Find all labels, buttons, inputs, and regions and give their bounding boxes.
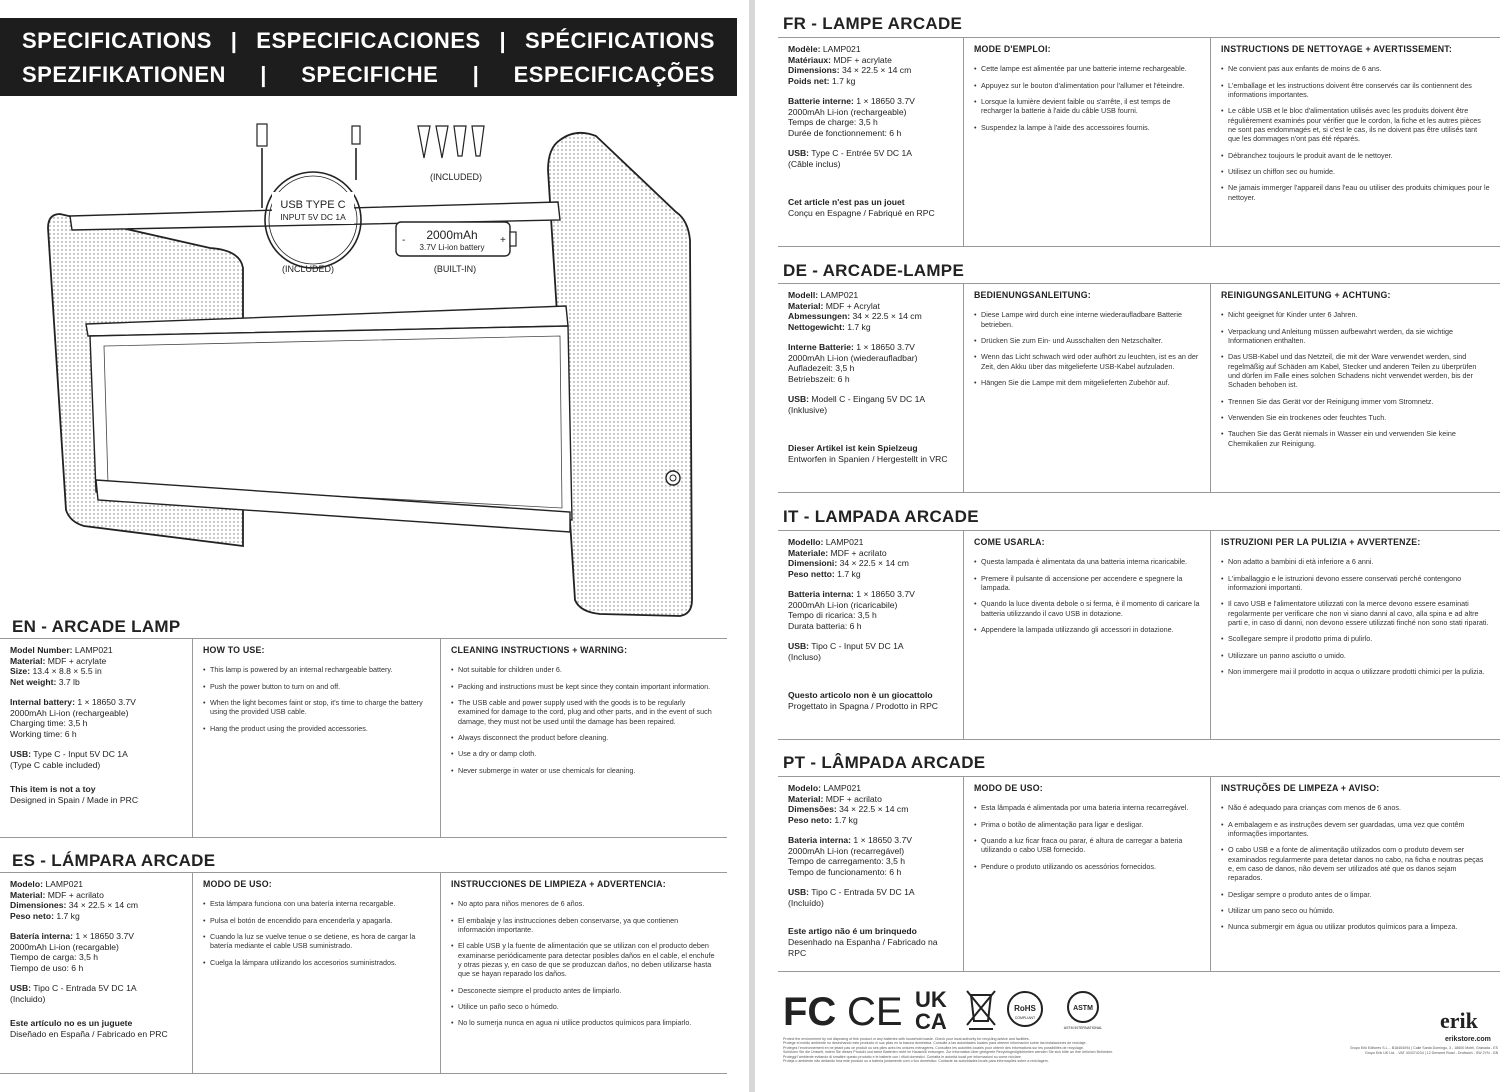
- cleaning-item: • No lo sumerja nunca en agua ni utilice productos químicos para limpiarlo.: [451, 1018, 717, 1027]
- section-en-grid: [0, 638, 727, 838]
- cleaning-item: • Non immergere mai il prodotto in acqua o utilizzare prodotti chimici per la pulizia.: [1221, 667, 1490, 676]
- howto-title: HOW TO USE:: [203, 645, 265, 655]
- banner-word: SPECIFICHE: [301, 62, 439, 87]
- cleaning-item: • Débranchez toujours le produit avant de le nettoyer.: [1221, 151, 1490, 160]
- cleaning-item: • Not suitable for children under 6.: [451, 665, 717, 674]
- battery-line: 2000mAh Li-ion (recarregável): [788, 845, 905, 856]
- usb-line: USB: Modell C - Eingang 5V DC 1A: [788, 393, 926, 404]
- screws-icon: [418, 126, 484, 158]
- spec-line: Peso netto: 1.7 kg: [788, 569, 861, 580]
- battery-line: Betriebszeit: 6 h: [788, 374, 850, 385]
- battery-line: Tempo de carregamento: 3,5 h: [788, 856, 906, 867]
- section-title: DE - ARCADE-LAMPE: [783, 261, 965, 280]
- battery-line: 2000mAh Li-ion (rechargeable): [10, 707, 129, 718]
- battery-line: Batterie interne: 1 × 18650 3.7V: [788, 95, 915, 106]
- howto-title: COME USARLA:: [974, 537, 1045, 547]
- spec-line: Dimensiones: 34 × 22.5 × 14 cm: [10, 900, 139, 911]
- cleaning-item: • No apto para niños menores de 6 años.: [451, 899, 717, 908]
- spec-line: Dimensões: 34 × 22.5 × 14 cm: [788, 804, 909, 815]
- rohs-sublabel: COMPLIANT: [1014, 1016, 1036, 1020]
- specs-column: [0, 873, 193, 1073]
- cleaning-item: • Ne jamais immerger l'appareil dans l'eau ou utiliser des produits chimiques pour le nettoyer.: [1221, 183, 1490, 202]
- howto-item: • Wenn das Licht schwach wird oder aufhört zu leuchten, ist es an der Zeit, den Akku über das mitgelieferte USB-Kabel aufzuladen.: [974, 352, 1200, 371]
- cleaning-item: • Nicht geeignet für Kinder unter 6 Jahren.: [1221, 310, 1490, 319]
- spec-line: Modello: LAMP021: [788, 537, 864, 547]
- usb-line: (Incluso): [788, 651, 821, 662]
- cleaning-item: • Utilizar um pano seco ou húmido.: [1221, 906, 1490, 915]
- battery-plus: +: [500, 235, 506, 246]
- cleaning-item: • Trennen Sie das Gerät vor der Reinigung immer vom Stromnetz.: [1221, 397, 1490, 406]
- banner-word: ESPECIFICACIONES: [256, 28, 481, 53]
- cleaning-title: ISTRUZIONI PER LA PULIZIA + AVVERTENZE:: [1221, 537, 1421, 547]
- cleaning-item: • Desconecte siempre el producto antes de limpiarlo.: [451, 986, 717, 995]
- specs-column: [0, 639, 193, 837]
- section-title: PT - LÂMPADA ARCADE: [783, 753, 986, 772]
- cleaning-column: [1211, 284, 1500, 492]
- section-de: [783, 261, 964, 281]
- cleaning-title: INSTRUCTIONS DE NETTOYAGE + AVERTISSEMENT:: [1221, 44, 1453, 54]
- section-es: [12, 851, 215, 871]
- howto-item: • Premere il pulsante di accensione per accendere e spegnere la lampada.: [974, 574, 1200, 593]
- ukca-logo-icon: UK: [915, 987, 947, 1012]
- battery-line: Working time: 6 h: [10, 729, 77, 740]
- spec-line: Peso neto: 1.7 kg: [10, 911, 80, 922]
- battery-line: 2000mAh Li-ion (rechargeable): [788, 106, 907, 117]
- howto-item: • Drücken Sie zum Ein- und Ausschalten den Netzschalter.: [974, 336, 1200, 345]
- banner-divider: |: [472, 62, 480, 87]
- howto-column: [964, 284, 1211, 492]
- spec-line: Modèle: LAMP021: [788, 44, 861, 54]
- origin-line: Conçu en Espagne / Fabriqué en RPC: [788, 208, 935, 219]
- section-pt-grid: [778, 776, 1500, 972]
- cleaning-item: • Il cavo USB e l'alimentatore utilizzati con la merce devono essere esaminati regolarmente per verificare che non vi siano danni al cavo, alla spina e ad altre parti e, in caso di danni, non devono essere utilizzati finché non sono stati riparati.: [1221, 599, 1490, 627]
- toy-warning: This item is not a toy: [10, 784, 96, 795]
- howto-item: • Questa lampada è alimentata da una batteria interna ricaricabile.: [974, 557, 1200, 566]
- cleaning-item: • Ne convient pas aux enfants de moins de 6 ans.: [1221, 64, 1490, 73]
- fine-print-line: Proteggi l'ambiente evitando di smaltire questo prodotto e le batterie con i rifiuti domestici. Contatta le autorità locali per informazioni su come riciclare.: [783, 1054, 1022, 1059]
- cleaning-item: • Não é adequado para crianças com menos de 6 anos.: [1221, 803, 1490, 812]
- battery-line: Bateria interna: 1 × 18650 3.7V: [788, 834, 912, 845]
- spec-line: Nettogewicht: 1.7 kg: [788, 322, 871, 333]
- banner-word: SPÉCIFICATIONS: [525, 28, 715, 53]
- cleaning-item: • A embalagem e as instruções devem ser guardadas, uma vez que contêm informações importantes.: [1221, 820, 1490, 839]
- howto-item: • Prima o botão de alimentação para ligar e desligar.: [974, 820, 1200, 829]
- specs-column: [778, 38, 964, 246]
- cleaning-item: • Use a dry or damp cloth.: [451, 749, 717, 758]
- usb-line: (Incluido): [10, 993, 46, 1004]
- howto-item: • Hängen Sie die Lampe mit dem mitgelieferten Zubehör auf.: [974, 378, 1200, 387]
- howto-column: [964, 777, 1211, 971]
- howto-column: [964, 38, 1211, 246]
- section-es-grid: [0, 872, 727, 1074]
- cleaning-column: [1211, 531, 1500, 739]
- spec-line: Modelo: LAMP021: [788, 783, 862, 793]
- brand-url: erikstore.com: [1445, 1036, 1491, 1043]
- howto-item: • This lamp is powered by an internal rechargeable battery.: [203, 665, 430, 674]
- cleaning-item: • Verpackung und Anleitung müssen aufbewahrt werden, da sie wichtige Informationen enthalten.: [1221, 327, 1490, 346]
- usb-label-1: USB TYPE C: [280, 199, 346, 211]
- battery-line: Batteria interna: 1 × 18650 3.7V: [788, 588, 915, 599]
- howto-item: • Appendere la lampada utilizzando gli accessori in dotazione.: [974, 625, 1200, 634]
- specs-column: [778, 531, 964, 739]
- usb-included-label: (INCLUDED): [281, 264, 335, 274]
- banner-divider: |: [260, 62, 267, 87]
- section-pt: [783, 753, 985, 773]
- section-it-grid: [778, 530, 1500, 740]
- fine-print-line: Proteja o ambiente não deitando fora este produto ou a bateria juntamente com o lixo doméstico. Contacte as autoridades locais para informações sobre a reciclagem.: [783, 1059, 1049, 1064]
- section-title: EN - ARCADE LAMP: [12, 617, 181, 636]
- fine-print-line: Protégez l'environnement en ne jetant pas ce produit ou ses piles avec les ordures ménagères. Consultez les autorités locales pour obtenir des informations sur les possibilités de recyclage.: [783, 1045, 1084, 1050]
- battery-line: Durata batteria: 6 h: [788, 621, 862, 632]
- spec-line: Modell: LAMP021: [788, 290, 859, 300]
- usb-line: USB: Type C - Input 5V DC 1A: [10, 748, 128, 759]
- usb-line: (Inklusive): [788, 404, 828, 415]
- howto-title: MODO DE USO:: [974, 783, 1043, 793]
- fcc-logo-icon: FC: [783, 990, 837, 1034]
- battery-line: Tiempo de uso: 6 h: [10, 963, 84, 974]
- howto-column: [193, 639, 441, 837]
- spec-line: Material: MDF + Acrylat: [788, 300, 880, 311]
- battery-type: 3.7V Li-ion battery: [419, 243, 485, 252]
- astm-sublabel: ASTM INTERNATIONAL: [1063, 1026, 1103, 1030]
- battery-line: Charging time: 3,5 h: [10, 718, 88, 729]
- battery-line: Tempo de funcionamento: 6 h: [788, 867, 902, 878]
- toy-warning: Questo articolo non è un giocattolo: [788, 690, 933, 701]
- spec-line: Material: MDF + acrylate: [10, 655, 107, 666]
- cleaning-item: • Scollegare sempre il prodotto prima di pulirlo.: [1221, 634, 1490, 643]
- spec-line: Materiale: MDF + acrilato: [788, 547, 887, 558]
- cleaning-item: • Das USB-Kabel und das Netzteil, die mit der Ware verwendet werden, sind regelmäßig auf Schäden am Kabel, Stecker und anderen Teilen zu überprüfen und dürfen im Falle eines solchen Schadens nicht verwendet werden, bis der Schaden behoben ist.: [1221, 352, 1490, 389]
- battery-line: 2000mAh Li-ion (wiederaufladbar): [788, 352, 918, 363]
- spec-line: Net weight: 3.7 lb: [10, 677, 80, 688]
- origin-line: Desenhado na Espanha / Fabricado na RPC: [788, 937, 938, 958]
- battery-terminal: [510, 232, 516, 246]
- usb-line: USB: Type C - Entrée 5V DC 1A: [788, 147, 913, 158]
- cleaning-column: [1211, 38, 1500, 246]
- banner-row-2: [0, 62, 737, 88]
- banner-word: ESPECIFICAÇÕES: [513, 62, 715, 87]
- howto-item: • Hang the product using the provided accessories.: [203, 724, 430, 733]
- cleaning-item: • Always disconnect the product before cleaning.: [451, 733, 717, 742]
- section-fr-grid: [778, 37, 1500, 247]
- cleaning-item: • Tauchen Sie das Gerät niemals in Wasser ein und verwenden Sie keine Chemikalien zur Reinigung.: [1221, 429, 1490, 448]
- weee-bin-icon: [967, 991, 995, 1029]
- right-page: [755, 0, 1500, 1092]
- usb-line: (Type C cable included): [10, 759, 101, 770]
- rohs-label: RoHS: [1014, 1004, 1036, 1013]
- section-de-grid: [778, 283, 1500, 493]
- banner-word: SPEZIFIKATIONEN: [22, 62, 226, 87]
- usb-line: USB: Tipo C - Entrada 5V DC 1A: [788, 886, 915, 897]
- usb-line: USB: Tipo C - Input 5V DC 1A: [788, 640, 904, 651]
- cleaning-item: • Packing and instructions must be kept since they contain important information.: [451, 682, 717, 691]
- spec-line: Abmessungen: 34 × 22.5 × 14 cm: [788, 311, 922, 322]
- spec-line: Peso neto: 1.7 kg: [788, 815, 858, 826]
- cleaning-column: [1211, 777, 1500, 971]
- cleaning-item: • El cable USB y la fuente de alimentación que se utilizan con el producto deben examinarse periódicamente para detectar posibles daños en el cable, el enchufe y otras piezas y, en caso de que se produzcan daños, no deben utilizarse hasta que se hayan reparado los daños.: [451, 941, 717, 978]
- cleaning-item: • Le câble USB et le bloc d'alimentation utilisés avec les produits doivent être régulièrement examinés pour vérifier que le cordon, la fiche et les autres pièces ne sont pas endommagés et, si c'est le cas, ils ne doivent pas être utilisés tant que les dommages n'ont pas été réparés.: [1221, 106, 1490, 143]
- howto-title: BEDIENUNGSANLEITUNG:: [974, 290, 1091, 300]
- cleaning-item: • L'imballaggio e le istruzioni devono essere conservati perché contengono informazioni importanti.: [1221, 574, 1490, 593]
- toy-warning: Este artículo no es un juguete: [10, 1018, 133, 1029]
- cleaning-item: • The USB cable and power supply used with the goods is to be regularly examined for damage to the cord, plug and other parts, and in the event of such damage, they must not be used until the damage has been repaired.: [451, 698, 717, 726]
- left-page: [0, 0, 749, 1092]
- spec-line: Poids net: 1.7 kg: [788, 76, 856, 87]
- fine-print-line: Protect the environment by not disposing of this product or any batteries with household waste. Check your local authority for recycling advice and facilities.: [783, 1037, 1030, 1041]
- certification-logos: [783, 985, 1498, 1035]
- cleaning-item: • El embalaje y las instrucciones deben conservarse, ya que contienen información importante.: [451, 916, 717, 935]
- section-fr: [783, 14, 962, 34]
- howto-column: [964, 531, 1211, 739]
- battery-minus: -: [402, 235, 406, 246]
- astm-label: ASTM: [1073, 1005, 1093, 1012]
- spec-line: Modelo: LAMP021: [10, 879, 84, 889]
- toy-warning: Dieser Artikel ist kein Spielzeug: [788, 443, 918, 454]
- howto-item: • Cuelga la lámpara utilizando los accesorios suministrados.: [203, 958, 430, 967]
- banner-divider: |: [499, 28, 507, 53]
- battery-line: Batería interna: 1 × 18650 3.7V: [10, 930, 134, 941]
- spec-line: Dimensioni: 34 × 22.5 × 14 cm: [788, 558, 909, 569]
- usb-label-2: INPUT 5V DC 1A: [280, 212, 346, 222]
- spec-line: Size: 13.4 × 8.8 × 5.5 in: [10, 666, 102, 677]
- cleaning-item: • Non adatto a bambini di età inferiore a 6 anni.: [1221, 557, 1490, 566]
- howto-item: • Lorsque la lumière devient faible ou s'arrête, il est temps de recharger la batterie à l'aide du câble USB fourni.: [974, 97, 1200, 116]
- fine-print-line: Schützen Sie die Umwelt, indem Sie dieses Produkt und seine Batterien nicht im Hausmüll entsorgen. Zur Information über geeignete Recyclingmöglichkeiten wenden Sie sich bitte an Ihre örtlichen Behörden.: [783, 1050, 1114, 1055]
- battery-line: 2000mAh Li-ion (ricaricabile): [788, 599, 898, 610]
- screws-included-label: (INCLUDED): [429, 172, 483, 182]
- howto-item: • Diese Lampe wird durch eine interne wiederaufladbare Batterie betrieben.: [974, 310, 1200, 329]
- cleaning-column: [441, 873, 727, 1073]
- howto-item: • Pulsa el botón de encendido para encenderla y apagarla.: [203, 916, 430, 925]
- cleaning-item: • O cabo USB e a fonte de alimentação utilizados com o produto devem ser examinados regularmente para detetar danos no cabo, na ficha e noutras peças e, em caso de danos, não devem ser utilizados até que os danos sejam reparados.: [1221, 845, 1490, 882]
- origin-line: Progettato in Spagna / Prodotto in RPC: [788, 701, 939, 712]
- ce-logo-icon: CE: [847, 990, 903, 1034]
- spec-line: Material: MDF + acrilato: [788, 793, 882, 804]
- section-it: [783, 507, 979, 527]
- cleaning-item: • Utilizzare un panno asciutto o umido.: [1221, 651, 1490, 660]
- spec-line: Model Number: LAMP021: [10, 645, 113, 655]
- spec-line: Material: MDF + acrilato: [10, 889, 104, 900]
- section-title: ES - LÁMPARA ARCADE: [12, 851, 216, 870]
- howto-item: • Quando la luce diventa debole o si ferma, è il momento di caricare la batteria utilizzando il cavo USB in dotazione.: [974, 599, 1200, 618]
- battery-line: Temps de charge: 3,5 h: [788, 117, 878, 128]
- howto-item: • Quando a luz ficar fraca ou parar, é altura de carregar a bateria utilizando o cabo USB fornecido.: [974, 836, 1200, 855]
- battery-line: Tiempo de carga: 3,5 h: [10, 952, 99, 963]
- usb-a-plug-icon: [257, 124, 267, 146]
- cleaning-item: • Nunca submergir em água ou utilizar produtos químicos para a limpeza.: [1221, 922, 1490, 931]
- section-title: FR - LAMPE ARCADE: [783, 14, 963, 33]
- howto-item: • Suspendez la lampe à l'aide des accessoires fournis.: [974, 123, 1200, 132]
- company-info: [1220, 1046, 1498, 1055]
- spec-line: Dimensions: 34 × 22.5 × 14 cm: [788, 65, 912, 76]
- battery-line: Tempo di ricarica: 3,5 h: [788, 610, 877, 621]
- battery-line: 2000mAh Li-ion (recargable): [10, 941, 119, 952]
- cleaning-title: CLEANING INSTRUCTIONS + WARNING:: [451, 645, 628, 655]
- toy-warning: Este artigo não é um brinquedo: [788, 926, 917, 937]
- cleaning-item: • Never submerge in water or use chemicals for cleaning.: [451, 766, 717, 775]
- specs-column: [778, 777, 964, 971]
- cleaning-item: • Utilisez un chiffon sec ou humide.: [1221, 167, 1490, 176]
- usb-line: USB: Tipo C - Entrada 5V DC 1A: [10, 982, 137, 993]
- company-line: Grupo Erik Editores S.L. - B18454094 | Calle Santa Domingo, 3 - 18600 Motril, Granada - ES: [1349, 1046, 1498, 1050]
- power-button-inner: [670, 475, 676, 481]
- howto-item: • Esta lâmpada é alimentada por uma bateria interna recarregável.: [974, 803, 1200, 812]
- battery-line: Aufladezeit: 3,5 h: [788, 363, 855, 374]
- battery-builtin-label: (BUILT-IN): [433, 264, 477, 274]
- company-line: Grupo Erik UK Ltd. - VAT 404374234 | 12 Derwent Road - Droitwich - SW 2YN - GB: [1365, 1050, 1498, 1055]
- howto-item: • Appuyez sur le bouton d'alimentation pour l'allumer et l'éteindre.: [974, 81, 1200, 90]
- specs-column: [778, 284, 964, 492]
- erik-brand-logo: erik: [1440, 1008, 1478, 1033]
- product-illustration: [0, 100, 749, 620]
- cleaning-title: REINIGUNGSANLEITUNG + ACHTUNG:: [1221, 290, 1391, 300]
- battery-capacity: 2000mAh: [426, 228, 478, 242]
- toy-warning: Cet article n'est pas un jouet: [788, 197, 905, 208]
- section-en: [12, 617, 181, 637]
- cleaning-title: INSTRUCCIONES DE LIMPIEZA + ADVERTENCIA:: [451, 879, 666, 889]
- howto-title: MODO DE USO:: [203, 879, 272, 889]
- battery-line: Internal battery: 1 × 18650 3.7V: [10, 696, 136, 707]
- cleaning-item: • Utilice un paño seco o húmedo.: [451, 1002, 717, 1011]
- cleaning-column: [441, 639, 727, 837]
- banner-word: SPECIFICATIONS: [22, 28, 212, 53]
- howto-item: • Pendure o produto utilizando os acessórios fornecidos.: [974, 862, 1200, 871]
- specifications-banner: [0, 18, 737, 96]
- battery-line: Interne Batterie: 1 × 18650 3.7V: [788, 341, 915, 352]
- howto-item: • Esta lámpara funciona con una batería interna recargable.: [203, 899, 430, 908]
- usb-line: (Incluído): [788, 897, 824, 908]
- cleaning-item: • Desligar sempre o produto antes de o limpar.: [1221, 890, 1490, 899]
- fine-print-line: Protege el medio ambiente no desechando este producto ni sus pilas en la basura doméstica. Consulte a las autoridades locales para obtener información sobre las instalaciones de reciclaje.: [783, 1041, 1087, 1046]
- howto-item: • When the light becomes faint or stop, it's time to charge the battery using the provided USB cable.: [203, 698, 430, 717]
- origin-line: Entworfen in Spanien / Hergestellt in VRC: [788, 454, 948, 465]
- howto-item: • Cuando la luz se vuelve tenue o se detiene, es hora de cargar la batería mediante el cable USB suministrado.: [203, 932, 430, 951]
- origin-line: Diseñado en España / Fabricado en PRC: [10, 1029, 168, 1040]
- cleaning-item: • L'emballage et les instructions doivent être conservés car ils contiennent des informations importantes.: [1221, 81, 1490, 100]
- banner-divider: |: [230, 28, 238, 53]
- cleaning-item: • Verwenden Sie ein trockenes oder feuchtes Tuch.: [1221, 413, 1490, 422]
- howto-item: • Cette lampe est alimentée par une batterie interne rechargeable.: [974, 64, 1200, 73]
- battery-line: Durée de fonctionnement: 6 h: [788, 128, 902, 139]
- section-title: IT - LAMPADA ARCADE: [783, 507, 979, 526]
- howto-column: [193, 873, 441, 1073]
- ukca-logo-line2: CA: [915, 1009, 947, 1034]
- origin-line: Designed in Spain / Made in PRC: [10, 795, 139, 806]
- cleaning-title: INSTRUÇÕES DE LIMPEZA + AVISO:: [1221, 783, 1380, 793]
- usb-c-plug-icon: [352, 126, 360, 144]
- spec-line: Matériaux: MDF + acrylate: [788, 54, 892, 65]
- banner-row-1: [0, 28, 737, 54]
- howto-title: MODE D'EMPLOI:: [974, 44, 1051, 54]
- howto-item: • Push the power button to turn on and off.: [203, 682, 430, 691]
- usb-line: (Câble inclus): [788, 158, 841, 169]
